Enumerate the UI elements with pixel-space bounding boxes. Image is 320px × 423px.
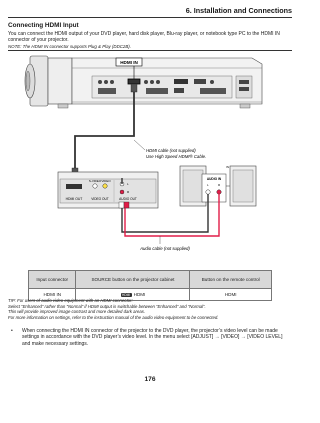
hdmi-cable-caption-1: HDMI cable (not supplied): [146, 148, 196, 153]
dvd-video-out-label: VIDEO OUT: [91, 197, 109, 201]
speaker-r-label: R: [218, 183, 221, 187]
bullet-text: When connecting the HDMI IN connector of the projector to the DVD player, the projector’s video level can be made settings in accordance with the DVD player’s video level. In the menu select [ADJUST] → [VIDEO] → [VIDEO LEVEL] and make necessary settings.: [22, 328, 283, 347]
chapter-title: 6. Installation and Connections: [185, 6, 292, 15]
page-number: 176: [144, 376, 156, 383]
table-header-source-button: SOURCE button on the projector cabinet: [76, 271, 190, 289]
header-rule: [8, 17, 292, 18]
audio-cable-caption: Audio cable (not supplied): [140, 246, 190, 251]
speaker-right-illustration: [230, 166, 256, 206]
dvd-hdmi-out-label: HDMI OUT: [65, 197, 83, 201]
bullet-item: [8, 328, 292, 347]
dvd-video-label: VIDEO: [101, 179, 111, 183]
speaker-l-label: L: [207, 183, 209, 187]
tip-line-4: For more information on settings, refer to the instruction manual of the audio video equipment to be connected.: [8, 314, 219, 320]
connection-table: [28, 270, 272, 301]
cell-remote: HDMI: [190, 289, 272, 301]
tip-line-3: This will provide improved image contrast and more detailed dark areas.: [8, 309, 146, 315]
intro-paragraph: You can connect the HDMI output of your DVD player, hard disk player, Blu-ray player, or notebook type PC to the HDMI IN connector of your projector.: [8, 31, 280, 44]
table-header-input-connector: Input connector: [29, 271, 76, 289]
speaker-audio-in-label: AUDIO IN: [206, 177, 222, 181]
hdmi-in-label: HDMI IN: [120, 60, 138, 65]
cell-cabinet-text: HDMI: [133, 292, 146, 297]
hdmi-cable-caption-2: Use High Speed HDMI® Cable.: [146, 154, 207, 159]
projector-illustration: [25, 56, 262, 108]
section-title: Connecting HDMI Input: [8, 22, 79, 29]
note-text: NOTE: The HDMI IN connector supports Plug & Play (DDC2B).: [8, 44, 292, 51]
dvd-player-illustration: [58, 172, 158, 208]
hdmi-badge-icon: HDMI: [122, 292, 131, 297]
dvd-r-label: R: [127, 190, 130, 194]
connection-diagram: [0, 54, 300, 266]
tip-line-1: TIP: For users of audio video equipment with an HDMI connector:: [8, 298, 133, 303]
dvd-audio-out-label: AUDIO OUT: [119, 197, 137, 201]
tip-line-2: Select “Enhanced” rather than “Normal” if HDMI output is switchable between “Enhanced” and “Normal”.: [8, 303, 206, 309]
table-header-remote-button: Button on the remote control: [190, 271, 272, 289]
speaker-mini-label: IN: [226, 165, 229, 169]
cell-connector: HDMI IN: [29, 289, 76, 301]
dvd-l-label: L: [127, 182, 129, 186]
tip-block: [8, 298, 294, 320]
bullet-dot-icon: •: [11, 328, 13, 334]
dvd-s-video-label: S-VIDEO: [88, 179, 102, 183]
